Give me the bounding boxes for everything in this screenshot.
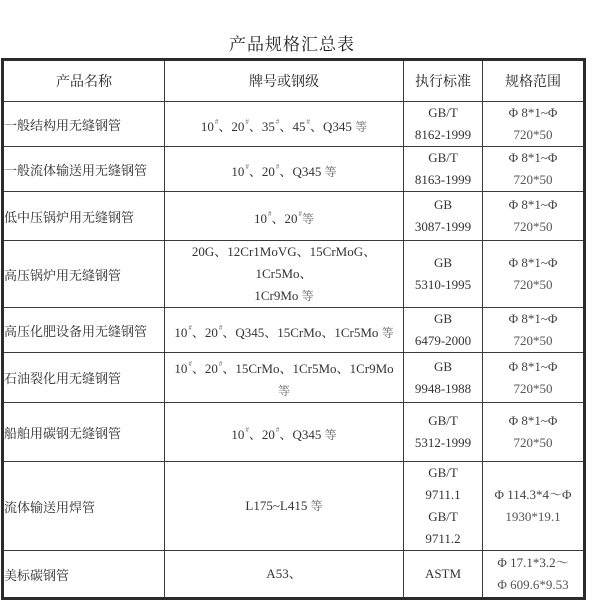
- product-name-cell: 一般结构用无缝钢管: [3, 102, 165, 147]
- spec-range-cell: [483, 308, 585, 353]
- range-line: Φ 114.3*4～Φ: [494, 487, 572, 502]
- table-row: [3, 308, 585, 353]
- range-line: 720*50: [513, 380, 553, 396]
- grade-line: 10#、20#、Q345、15CrMo、1Cr5Mo 等: [174, 323, 394, 340]
- product-name-cell: 高压化肥设备用无缝钢管: [3, 308, 165, 353]
- grade-line: 10#、20#等: [253, 209, 315, 226]
- spec-range-cell: [483, 353, 585, 403]
- range-line: Φ 17.1*3.2～: [497, 555, 569, 570]
- standard-line: GB: [433, 358, 453, 374]
- range-line: 720*50: [513, 435, 553, 450]
- standard-cell: [404, 462, 483, 551]
- range-line: Φ 609.6*9.53: [497, 577, 569, 592]
- header-standard: 执行标准: [404, 60, 483, 102]
- grade-cell: [165, 462, 404, 551]
- standard-cell: [404, 308, 483, 353]
- product-name-cell: 低中压锅炉用无缝钢管: [3, 192, 165, 241]
- grade-line: 等: [277, 384, 290, 398]
- product-name-cell: 船舶用碳钢无缝钢管: [3, 403, 165, 462]
- standard-line: 5310-1995: [414, 277, 472, 292]
- table-row: [3, 462, 585, 551]
- grade-cell: [165, 353, 404, 403]
- grade-cell: [165, 551, 404, 599]
- product-name-cell: 一般流体输送用无缝钢管: [3, 147, 165, 192]
- range-line: 720*50: [513, 219, 553, 234]
- range-line: 720*50: [513, 277, 553, 292]
- table-body: [3, 102, 585, 599]
- standard-line: GB/T: [428, 150, 458, 165]
- standard-line: 8163-1999: [414, 172, 472, 187]
- product-name-cell: 流体输送用焊管: [3, 462, 165, 551]
- standard-line: GB/T: [428, 509, 458, 524]
- spec-range-cell: [483, 403, 585, 462]
- grade-cell: [165, 147, 404, 192]
- standard-line: GB: [433, 197, 453, 212]
- table-row: [3, 102, 585, 147]
- spec-range-cell: [483, 551, 585, 599]
- standard-line: ASTM: [424, 566, 462, 581]
- range-line: Φ 8*1~Φ: [508, 150, 558, 165]
- standard-line: GB: [433, 311, 453, 326]
- standard-line: 9711.2: [425, 531, 461, 546]
- grade-line: L175~L415 等: [245, 498, 323, 513]
- product-name-cell: 石油裂化用无缝钢管: [3, 353, 165, 403]
- header-grade: 牌号或钢级: [165, 60, 404, 102]
- range-line: Φ 8*1~Φ: [508, 358, 558, 374]
- range-line: Φ 8*1~Φ: [508, 197, 558, 212]
- standard-line: GB/T: [428, 413, 458, 428]
- grade-cell: [165, 102, 404, 147]
- grade-line: 1Cr9Mo 等: [254, 288, 314, 303]
- standard-line: GB/T: [428, 465, 458, 480]
- spec-range-cell: [483, 241, 585, 308]
- standard-cell: [404, 192, 483, 241]
- table-row: [3, 147, 585, 192]
- range-line: 1930*19.1: [505, 509, 561, 524]
- table-row: [3, 353, 585, 403]
- table-row: [3, 551, 585, 599]
- range-line: Φ 8*1~Φ: [508, 105, 558, 120]
- grade-line: 10#、20#、35#、45#、Q345 等: [200, 117, 368, 134]
- product-name-cell: 高压锅炉用无缝钢管: [3, 241, 165, 308]
- standard-line: GB/T: [428, 105, 458, 120]
- grade-cell: [165, 192, 404, 241]
- range-line: Φ 8*1~Φ: [508, 311, 558, 326]
- standard-line: 8162-1999: [414, 127, 472, 142]
- standard-cell: [404, 353, 483, 403]
- range-line: Φ 8*1~Φ: [508, 413, 558, 428]
- standard-line: 9711.1: [425, 487, 461, 502]
- spec-range-cell: [483, 147, 585, 192]
- grade-line: A53、: [266, 566, 302, 581]
- range-line: 720*50: [513, 172, 553, 187]
- standard-cell: [404, 147, 483, 192]
- range-line: 720*50: [513, 333, 553, 348]
- standard-line: 6479-2000: [414, 333, 472, 348]
- header-row: [3, 60, 585, 102]
- grade-cell: [165, 308, 404, 353]
- standard-cell: [404, 551, 483, 599]
- product-name-cell: 美标碳钢管: [3, 551, 165, 599]
- header-spec-range: 规格范围: [483, 60, 585, 102]
- spec-range-cell: [483, 102, 585, 147]
- grade-cell: [165, 241, 404, 308]
- grade-line: 10#、20#、Q345 等: [231, 162, 337, 179]
- table-row: [3, 192, 585, 241]
- standard-cell: [404, 102, 483, 147]
- grade-line: 10#、20#、Q345 等: [231, 425, 337, 442]
- standard-line: 3087-1999: [414, 219, 472, 234]
- product-spec-table: [1, 58, 586, 600]
- grade-line: 10#、20#、15CrMo、1Cr5Mo、1Cr9Mo: [174, 360, 394, 376]
- standard-line: 5312-1999: [414, 435, 472, 450]
- grade-line: 20G、12Cr1MoVG、15CrMoG、1Cr5Mo、: [191, 244, 377, 281]
- grade-cell: [165, 403, 404, 462]
- range-line: 720*50: [513, 127, 553, 142]
- spec-range-cell: [483, 462, 585, 551]
- standard-line: 9948-1988: [414, 380, 472, 396]
- standard-line: GB: [433, 255, 453, 270]
- table-row: [3, 403, 585, 462]
- header-product-name: 产品名称: [3, 60, 165, 102]
- range-line: Φ 8*1~Φ: [508, 255, 558, 270]
- table-row: [3, 241, 585, 308]
- table-title: 产品规格汇总表: [229, 35, 355, 55]
- standard-cell: [404, 403, 483, 462]
- standard-cell: [404, 241, 483, 308]
- spec-range-cell: [483, 192, 585, 241]
